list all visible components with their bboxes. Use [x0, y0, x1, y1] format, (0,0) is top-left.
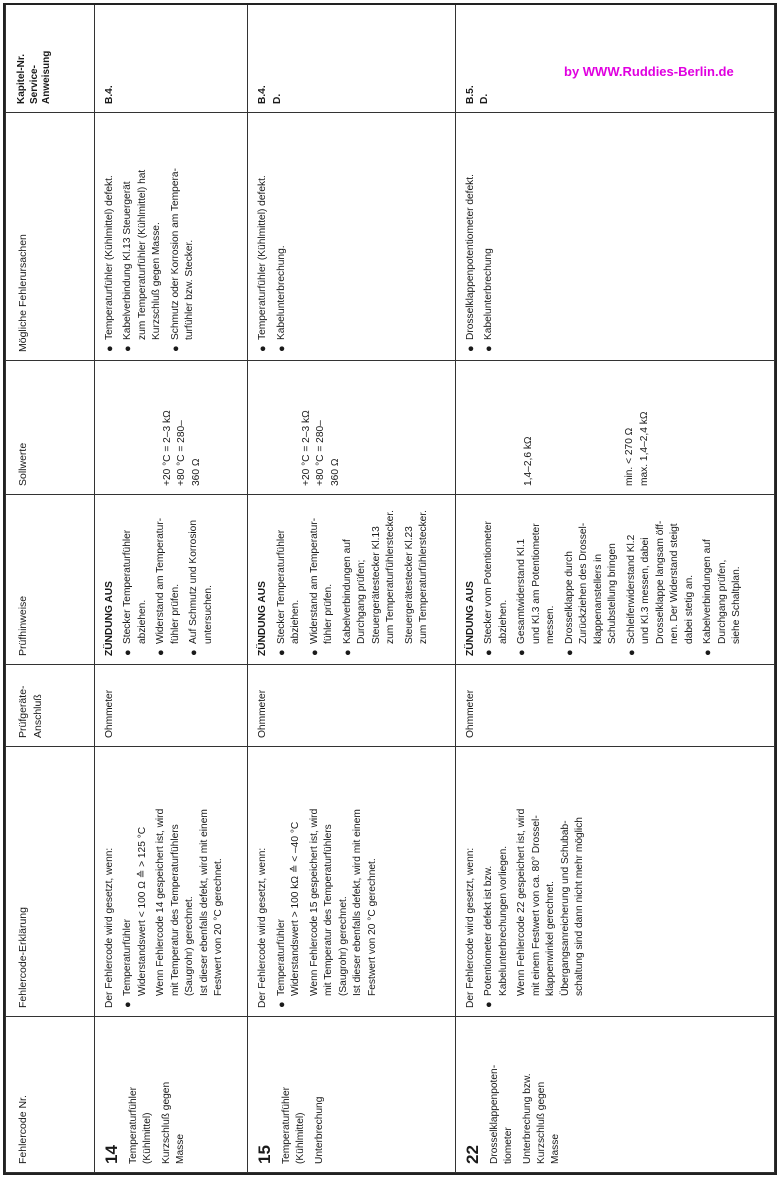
header-sollwerte: Sollwerte: [6, 361, 95, 495]
check-step: ● Schleiferwiderstand Kl.2 und Kl.3 messen, dabei Drosselklappe langsam öff- nen. Der Widerstand steigt dabei stetig an.: [625, 503, 697, 656]
fault-code-number: 15: [255, 1145, 275, 1164]
fault-component: Temperaturfühler (Kühlmittel): [280, 1086, 307, 1164]
document-page: [3, 3, 777, 1175]
bullet-icon: ●: [464, 345, 477, 352]
cause-item: ● Temperaturfühler (Kühlmittel) defekt.: [257, 175, 270, 352]
fault-type: Unterbrechung: [313, 1096, 325, 1164]
check-step: ● Drosselklappe durch Zurückziehen des Drossel- klappenanstellers in Schubstellung bringen: [563, 503, 621, 656]
explanation-bullet: ● Temperaturfühler Widerstandswert < 100 Ω ≙ > 125 °C: [121, 755, 150, 1008]
explanation-intro: Der Fehlercode wird gesetzt, wenn:: [464, 847, 476, 1008]
header-anschluss: Prüfgeräte- Anschluß: [6, 665, 95, 747]
cell-fehlercode: [248, 1017, 456, 1173]
check-step: ● Stecker vom Potentiometer abziehen.: [482, 503, 511, 656]
fault-type: Kurzschluß gegen Masse: [160, 1081, 187, 1164]
cell-ursachen: [455, 113, 774, 361]
cell-kapitel: B.4. D.: [248, 5, 456, 113]
bullet-icon: ●: [625, 649, 638, 656]
bullet-icon: ●: [563, 649, 576, 656]
check-step: ● Widerstand am Temperatur- fühler prüfen.: [154, 503, 183, 656]
fault-component: Drosselklappenpoten- tiometer: [488, 1064, 515, 1164]
cause-item: ● Temperaturfühler (Kühlmittel) defekt.: [104, 175, 116, 352]
bullet-icon: ●: [702, 649, 715, 656]
bullet-icon: ●: [275, 649, 288, 656]
cell-ursachen: [95, 113, 248, 361]
check-step: ● Widerstand am Temperatur- fühler prüfen.: [308, 503, 337, 656]
cell-fehlercode: [455, 1017, 774, 1173]
fault-code-table: [5, 4, 775, 1173]
bullet-icon: ●: [104, 345, 116, 352]
cell-pruefhinweise: [455, 495, 774, 665]
bullet-icon: ●: [257, 345, 270, 352]
cell-kapitel: B.5. D.: [455, 5, 774, 113]
check-title: ZÜNDUNG AUS: [104, 581, 115, 656]
bullet-icon: ●: [155, 649, 168, 656]
cell-sollwerte: +20 °C = 2–3 kΩ +80 °C = 280– 360 Ω: [95, 361, 248, 495]
check-step: ● Auf Schmutz und Korrosion untersuchen.: [187, 503, 216, 656]
cell-erklaerung: [95, 747, 248, 1017]
cell-kapitel: B.4.: [95, 5, 248, 113]
bullet-icon: ●: [341, 649, 354, 656]
header-row: [6, 5, 95, 1173]
bullet-icon: ●: [275, 1001, 288, 1008]
header-fehlercode: Fehlercode Nr.: [6, 1017, 95, 1173]
explanation-intro: Der Fehlercode wird gesetzt, wenn:: [257, 847, 269, 1008]
explanation-text: Wenn Fehlercode 14 gespeichert ist, wird mit Temperatur des Temperaturfühlers (Saugrohr) gerechnet. Ist dieser ebenfalls defekt, wird mit einem Festwert von 20 °C gerechnet.: [155, 808, 225, 996]
bullet-icon: ●: [188, 649, 201, 656]
header-pruefhinweise: Prüfhinweise: [6, 495, 95, 665]
cell-sollwerte: +20 °C = 2–3 kΩ +80 °C = 280– 360 Ω: [248, 361, 456, 495]
fault-type: Unterbrechung bzw. Kurzschluß gegen Masse: [521, 1073, 562, 1164]
cause-item: ● Kabelunterbrechung: [483, 248, 496, 352]
check-step: ● Kabelverbindungen auf Durchgang prüfen; Steuergerätestecker Kl.13 zum Temperaturfühlerstecker.: [341, 503, 399, 656]
table-row: [248, 5, 456, 1173]
cell-erklaerung: [455, 747, 774, 1017]
explanation-bullet: ● Potentiometer defekt ist bzw. Kabelunterbrechungen vorliegen.: [482, 755, 511, 1008]
bullet-icon: ●: [122, 1001, 135, 1008]
bullet-icon: ●: [308, 649, 321, 656]
cause-item: ● Drosselklappenpotentiometer defekt.: [464, 174, 477, 352]
check-title: ZÜNDUNG AUS: [257, 581, 269, 656]
bullet-icon: ●: [122, 345, 135, 352]
check-step: ● Gesamtwiderstand Kl.1 und Kl.3 am Potentiometer messen.: [515, 503, 558, 656]
bullet-icon: ●: [483, 649, 496, 656]
check-step-continued: Steuergerätestecker Kl.23 zum Temperaturfühlerstecker.: [403, 509, 430, 644]
cell-sollwerte: 1,4–2,6 kΩ min. < 270 Ω max. 1,4–2,4 kΩ: [455, 361, 774, 495]
cell-anschluss: Ohmmeter: [248, 665, 456, 747]
header-ursachen: Mögliche Fehlerursachen: [6, 113, 95, 361]
cell-ursachen: [248, 113, 456, 361]
cell-anschluss: Ohmmeter: [95, 665, 248, 747]
bullet-icon: ●: [122, 649, 135, 656]
explanation-text: Wenn Fehlercode 22 gespeichert ist, wird mit einem Festwert von ca. 80° Drossel- klappenwinkel gerechnet. Übergangsanreicherung und Schubab- schaltung sind dann nicht mehr möglich: [516, 808, 586, 996]
header-erklaerung: Fehlercode-Erklärung: [6, 747, 95, 1017]
bullet-icon: ●: [516, 649, 529, 656]
bullet-icon: ●: [483, 345, 496, 352]
bullet-icon: ●: [169, 345, 182, 352]
check-step: ● Stecker Temperaturfühler abziehen.: [121, 503, 150, 656]
check-step: ● Stecker Temperaturfühler abziehen.: [275, 503, 304, 656]
fault-code-number: 22: [462, 1145, 482, 1164]
cell-pruefhinweise: [95, 495, 248, 665]
table-row: [455, 5, 774, 1173]
cell-erklaerung: [248, 747, 456, 1017]
explanation-bullet: ● Temperaturfühler Widerstandswert > 100 kΩ ≙ < –40 °C: [275, 755, 304, 1008]
rotated-table-stage: [5, 5, 775, 1173]
cell-fehlercode: [95, 1017, 248, 1173]
cell-pruefhinweise: [248, 495, 456, 665]
explanation-intro: Der Fehlercode wird gesetzt, wenn:: [104, 847, 115, 1008]
fault-code-number: 14: [102, 1145, 121, 1164]
header-kapitel: Kapitel-Nr. Service- Anweisung: [6, 5, 95, 113]
explanation-text: Wenn Fehlercode 15 gespeichert ist, wird mit Temperatur des Temperaturfühlers (Saugrohr) gerechnet. Ist dieser ebenfalls defekt, wird mit einem Festwert von 20 °C gerechnet.: [308, 808, 378, 996]
check-title: ZÜNDUNG AUS: [464, 581, 476, 656]
fault-component: Temperaturfühler (Kühlmittel): [127, 1086, 154, 1164]
cell-anschluss: Ohmmeter: [455, 665, 774, 747]
bullet-icon: ●: [483, 1001, 496, 1008]
cause-item: ● Kabelunterbrechung.: [275, 245, 288, 352]
website-watermark: by WWW.Ruddies-Berlin.de: [564, 64, 734, 79]
cause-item: ● Kabelverbindung Kl.13 Steuergerät zum Temperaturfühler (Kühlmittel) hat Kurzschluß gegen Masse.: [121, 121, 164, 352]
table-row: [95, 5, 248, 1173]
check-step: ● Kabelverbindungen auf Durchgang prüfen, siehe Schaltplan.: [701, 503, 744, 656]
cause-item: ● Schmutz oder Korrosion am Tempera- turfühler bzw. Stecker.: [169, 121, 198, 352]
bullet-icon: ●: [275, 345, 288, 352]
